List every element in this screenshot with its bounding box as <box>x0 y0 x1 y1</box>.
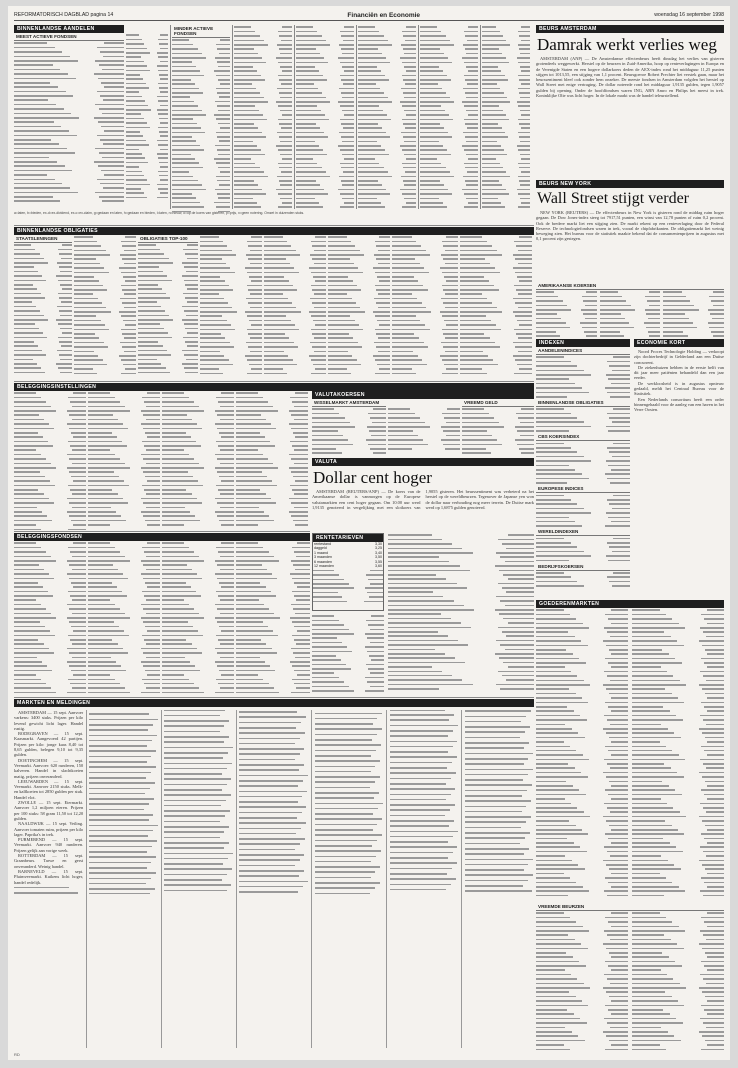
illegible-row <box>536 893 628 897</box>
beleggingsfondsen-col-4-rows <box>236 541 310 695</box>
illegible-row <box>460 371 532 375</box>
markt-item: DOETINCHEM — 15 sept. Veemarkt. Aanvoer: 620 runderen, 150 kalveren. Handel in slachtkoeien matig, prijzen onveranderd. <box>14 757 84 779</box>
binnenl-obl-index-title: BINNENLANDSE OBLIGATIES <box>536 399 630 407</box>
staatsleningen-table <box>14 227 98 379</box>
beleggingsfondsen-col-2-rows <box>88 541 160 695</box>
us-koersen-b <box>600 290 661 338</box>
header-date: woensdag 16 september 1998 <box>654 12 724 18</box>
bedrijfskoersen-title: BEDRIJFSKOERSEN <box>536 563 630 571</box>
cbs-rows <box>536 441 630 485</box>
obligaties-top100-title: OBLIGATIES TOP-100 <box>138 235 198 243</box>
illegible-row <box>420 205 478 209</box>
wisselmarkt-table <box>312 391 386 455</box>
illegible-row <box>388 687 534 691</box>
valutakoersen-band: VALUTAKOERSEN <box>312 391 534 399</box>
obligaties-col-6 <box>328 235 390 379</box>
illegible-row <box>482 205 530 209</box>
illegible-row <box>264 371 326 375</box>
economie-item: Noord Proces Technologie Holding — verkoopt zijn dochterbedrijf in Gelderland aan een Duitse concurrent. <box>634 349 724 365</box>
vreemd-geld-rows <box>462 407 534 455</box>
aandelen-col-3-rows <box>234 25 292 209</box>
rentetarieven-table <box>313 542 383 568</box>
illegible-row <box>88 690 160 694</box>
table-row: rentestand 3,30 <box>314 542 382 546</box>
beleggingsfondsen-col-3 <box>162 541 234 695</box>
markt-item: NAALDWIJK — 15 sept. Veiling. Aanvoer tomaten ruim, prijzen per kilo lager. Paprika's in trek. <box>14 821 84 837</box>
wisselmarkt-col-2-rows <box>388 407 460 451</box>
vreemd-geld-table <box>462 399 534 455</box>
markt-item: ROTTERDAM — 15 sept. Graanbeurs. Tarwe en gerst onveranderd. Weinig handel. <box>14 853 84 869</box>
illegible-row <box>392 371 458 375</box>
header-section-title: Financiën en Economie <box>347 11 421 19</box>
obligaties-col-2 <box>74 235 136 379</box>
wallstreet-body: NEW YORK (REUTERS) — De effectenbeurs in New York is gisteren rond de middag ruim hoger gegaan. De Dow Jones-index steeg tot 7917,51 punten, een winst van 12,78 punten of ruim 0,2 procent. Ook de bredere markt liet een stijging zien. De markt rekent op een renteverlaging door de Federal Reserve. De technologiefondsen waren in trek, vooral de chipfabrikanten. De obligatiemarkt liet weinig beweging zien. Het bureau voor de statistiek maakte bekend dat de consumentenprijzen in augustus met 0,1 procent zijn gestegen. <box>536 210 724 242</box>
illegible-row <box>126 195 168 199</box>
beleggingsfondsen-rows <box>14 541 86 695</box>
illegible-row <box>465 889 534 894</box>
illegible-row <box>296 205 354 209</box>
illegible-row <box>536 1047 628 1051</box>
aandelen-col-6-rows <box>420 25 478 209</box>
meest-actieve-rows <box>14 41 124 203</box>
table-row: 3 maanden 3,50 <box>314 555 382 560</box>
page-footer-mark: RD <box>14 1052 20 1057</box>
obligaties-col-8-rows <box>460 235 532 376</box>
illegible-row <box>328 371 390 375</box>
markt-item: AMSTERDAM — 15 sept. Aanvoer varkens: 3400 stuks. Prijzen per kilo levend gewicht licht lager. Handel rustig. <box>14 710 84 731</box>
valuta-band: VALUTA <box>312 458 534 466</box>
obligaties-col-5 <box>264 235 326 379</box>
markten-band: MARKTEN EN MELDINGEN <box>14 699 534 707</box>
markt-item: BARNEVELD — 15 sept. Pluimveemarkt. Kuikens licht hoger, handel redelijk. <box>14 868 84 885</box>
aandelen-col-3 <box>234 25 292 209</box>
markten-body <box>14 710 534 1048</box>
minder-actieve-table <box>172 25 230 209</box>
illegible-row <box>236 690 310 694</box>
aandelen-extra-rows <box>126 33 168 200</box>
beleggingsinst-col-4-rows <box>236 391 308 527</box>
geldmarkt-box <box>312 614 384 695</box>
illegible-row <box>14 690 86 694</box>
obligaties-col-6-rows <box>328 235 390 376</box>
goederenmarkten <box>536 600 724 900</box>
illegible-row <box>236 523 308 527</box>
us-koersen-a <box>536 290 597 338</box>
obligaties-top100 <box>138 235 198 379</box>
aandelen-col-6 <box>420 25 478 209</box>
wisselmarkt-col-2 <box>388 407 460 455</box>
europese-title: EUROPESE INDICES <box>536 485 630 493</box>
beleggingsinstellingen <box>14 383 97 529</box>
aandelen-col-4-rows <box>296 25 354 209</box>
dollar-body: AMSTERDAM (REUTERS/ANP) — De koers van de Amerikaanse dollar is vanmorgen op de Europese valutamarkten een cent hoger gegaan. Om 10.00 uur werd 1,9135 genoteerd in vergelijking met een slotkoers van 1,9055 gisteren. Het beurssentiment was verbeterd na het herstel op de wereldbeurzen. Tegenover de Japanse yen won de dollar naar verhouding nog meer terrein. De Duitse mark werd op 1,6875 gulden genoteerd. <box>312 489 534 510</box>
beurs-amsterdam-band: BEURS AMSTERDAM <box>536 25 724 33</box>
markt-item: PURMEREND — 15 sept. Veemarkt. Aanvoer 940 runderen. Prijzen gelijk aan vorige week. <box>14 837 84 853</box>
vreemde-beurzen-title: VREEMDE BEURZEN <box>536 903 724 911</box>
beurs-new-york-band: BEURS NEW YORK <box>536 180 724 188</box>
illegible-row <box>663 334 724 338</box>
economie-item: Een Nederlands consortium heeft een order binnengehaald voor de aanleg van een haven in het Verre Oosten. <box>634 396 724 413</box>
indexen-band: INDEXEN <box>536 339 630 347</box>
illegible-row <box>162 690 234 694</box>
beleggingsinst-col-2 <box>88 391 160 529</box>
beleggingsfondsen-col-4 <box>236 541 310 695</box>
wisselmarkt-title: WISSELMARKT AMSTERDAM <box>312 399 386 407</box>
economie-kort <box>634 339 724 597</box>
markten-meldingen <box>14 699 534 1051</box>
meest-actieve-title: MEEST ACTIEVE FONDSEN <box>14 33 124 41</box>
dollar-headline: Dollar cent hoger <box>313 468 432 487</box>
vreemde-beurzen <box>536 903 724 1051</box>
illegible-row <box>632 1047 724 1051</box>
table-row: 12 maanden 3,60 <box>314 564 382 569</box>
amerikaanse-koersen-title: AMERIKAANSE KOERSEN <box>536 282 724 290</box>
beleggingsfondsen-col-3-rows <box>162 541 234 695</box>
illegible-row <box>138 370 198 374</box>
damrak-headline: Damrak werkt verlies weg <box>537 35 717 54</box>
illegible-row <box>536 584 630 588</box>
illegible-row <box>312 689 384 693</box>
aandelen-col-5 <box>358 25 416 209</box>
table-row: 1 maand 3,40 <box>314 550 382 555</box>
rente-extra-rows <box>313 568 383 603</box>
illegible-row <box>74 371 136 375</box>
illegible-row <box>358 205 416 209</box>
goederen-col-1 <box>536 608 628 898</box>
staatsleningen-title: STAATSLENINGEN <box>14 235 72 243</box>
binnenlandse-aandelen-band: BINNENLANDSE AANDELEN <box>14 25 124 33</box>
beurs-amsterdam-article <box>536 25 724 177</box>
wisselmarkt-rows <box>312 407 386 455</box>
aandelen-col-4 <box>296 25 354 209</box>
economie-kort-band: ECONOMIE KORT <box>634 339 724 347</box>
aandelenindices-rows <box>536 355 630 399</box>
markt-item: LEEUWARDEN — 15 sept. Veemarkt. Aanvoer 2150 stuks. Melk- en kalfkoeien tot 2850 gulden per stuk. Handel vlot. <box>14 778 84 800</box>
europese-rows <box>536 493 630 528</box>
illegible-row <box>632 893 724 897</box>
geldmarkt-rows <box>312 614 384 693</box>
aandelenindices-title: AANDELENINDICES <box>536 347 630 355</box>
minder-actieve-title: MINDER ACTIEVE FONDSEN <box>172 25 230 38</box>
illegible-row <box>313 599 383 603</box>
obligaties-col-2-rows <box>74 235 136 376</box>
rentetarieven-band: RENTETARIEVEN <box>313 534 383 542</box>
economie-item: De werkloosheid is in augustus opnieuw gedaald, meldt het Centraal Bureau voor de Statistiek. <box>634 380 724 397</box>
markten-right-rows <box>388 533 534 691</box>
rentetarieven-box <box>312 533 384 611</box>
valuta-article <box>312 458 534 530</box>
vreemde-beurzen-col-1 <box>536 911 628 1052</box>
obligaties-col-7 <box>392 235 458 379</box>
binnenlandse-aandelen-table <box>14 25 124 209</box>
markt-item: BODEGRAVEN — 15 sept. Kaasmarkt. Aangevoerd 42 partijen. Prijzen per kilo: jonge kaas 8,40 tot 8,65 gulden, belegen 9,10 tot 9,35 gulden. <box>14 731 84 758</box>
beleggingsinst-col-4 <box>236 391 308 529</box>
binnenlandse-obligaties-band: BINNENLANDSE OBLIGATIES <box>14 227 534 235</box>
obligaties-col-8 <box>460 235 532 379</box>
aandelen-legend-note: a=laten, b=bieden, ex-d=ex-dividend, ex-c=ex-claim, g=gedaan en laten, h=gedaan en bieden, l=laten, n=nieuw, o=op de koers van gisteren, p=prijs, x=geen notering. Omzet in duizenden stuks. <box>14 211 305 215</box>
table-row: daggeld 3,25 <box>314 546 382 551</box>
bedrijfskoersen-rows <box>536 571 630 589</box>
illegible-row <box>462 451 534 455</box>
illegible-row <box>14 199 124 203</box>
cbs-title: CBS KOERSINDEX <box>536 433 630 441</box>
obligaties-col-7-rows <box>392 235 458 376</box>
beleggingsinst-col-3 <box>162 391 234 529</box>
markten-filler <box>14 710 534 894</box>
table-row: 6 maanden 3,55 <box>314 559 382 564</box>
markten-col-right <box>388 533 534 695</box>
obligaties-col-4-rows <box>200 235 262 376</box>
aandelen-col-7 <box>482 25 530 209</box>
illegible-row <box>600 334 661 338</box>
goederenmarkten-band: GOEDERENMARKTEN <box>536 600 724 608</box>
aandelen-hoogste-laagste <box>126 33 168 209</box>
beleggingsinst-col-3-rows <box>162 391 234 527</box>
damrak-body: AMSTERDAM (ANP) — De Amsterdamse effectenbeurs heeft dinsdag het verlies van gisteren grotendeels weggewerkt. Herstel op de beurzen in Zuid-Amerika, hoop op renteverlagingen in Europa en de Verenigde Staten en een hogere dollarkoers deden de AEX-index rond het middaguur 11,25 punten stijgen tot 1013,55, een stijging van 1,1 procent. Beursgoeroe Robert Prechter liet verstek gaan, maar het beurssentiment bleef ook zonder hem onzeker. De meeste fondsen in Amsterdam volgden het herstel op Wall Street met enige vertraging. De dollar noteerde rond het middaguur 1,9135 gulden, tegen 1,9057 gulden bij opening. Onder de hoofdfondsen waren ING, ABN Amro en Philips het meest in trek. Koninklijke Olie was licht hoger. In de lokale markt was de handel teleurstellend. <box>536 56 724 99</box>
obligaties-col-4 <box>200 235 262 379</box>
page-header <box>14 10 724 21</box>
wallstreet-headline: Wall Street stijgt verder <box>537 190 689 207</box>
obligaties-col-5-rows <box>264 235 326 376</box>
illegible-row <box>88 523 160 527</box>
obligaties-top100-rows <box>138 243 198 375</box>
minder-actieve-rows <box>172 38 230 214</box>
beleggingsfondsen <box>14 533 86 695</box>
obl-index-rows <box>536 407 630 433</box>
staatsleningen-rows <box>14 243 72 375</box>
wereldindexen-rows <box>536 536 630 562</box>
vreemd-geld-title: VREEMD GELD <box>462 399 534 407</box>
illegible-row <box>200 371 262 375</box>
economie-item: De ziekenhuizen hebben in de eerste helft van dit jaar meer patiënten behandeld dan een jaar eerder. <box>634 364 724 381</box>
beleggingsfondsen-band: BELEGGINGSFONDSEN <box>14 533 310 541</box>
markt-item: ZWOLLE — 15 sept. Eiermarkt. Aanvoer 1,2 miljoen eieren. Prijzen per 100 stuks: 58 gram 11,50 tot 12,20 gulden. <box>14 800 84 821</box>
vreemde-beurzen-col-2 <box>632 911 724 1052</box>
aandelen-col-7-rows <box>482 25 530 209</box>
us-koersen-c <box>663 290 724 338</box>
indexen-column <box>536 339 630 597</box>
illegible-row <box>234 205 292 209</box>
illegible-row <box>388 447 460 451</box>
beleggingsinstellingen-band: BELEGGINGSINSTELLINGEN <box>14 383 534 391</box>
beleggingsfondsen-col-2 <box>88 541 160 695</box>
illegible-row <box>162 523 234 527</box>
beleggingsinst-col-2-rows <box>88 391 160 527</box>
amerikaanse-koersen <box>536 282 724 336</box>
beurs-new-york-article <box>536 180 724 280</box>
illegible-row <box>14 370 72 374</box>
illegible-row <box>536 334 597 338</box>
economie-kort-body <box>634 349 724 413</box>
beleggingsinstellingen-rows <box>14 391 86 532</box>
illegible-row <box>312 451 386 455</box>
header-left: REFORMATORISCH DAGBLAD pagina 14 <box>14 12 114 18</box>
aandelen-col-5-rows <box>358 25 416 209</box>
wereldindexen-title: WERELDINDEXEN <box>536 528 630 536</box>
newspaper-page <box>8 6 730 1060</box>
goederen-col-2 <box>632 608 724 898</box>
